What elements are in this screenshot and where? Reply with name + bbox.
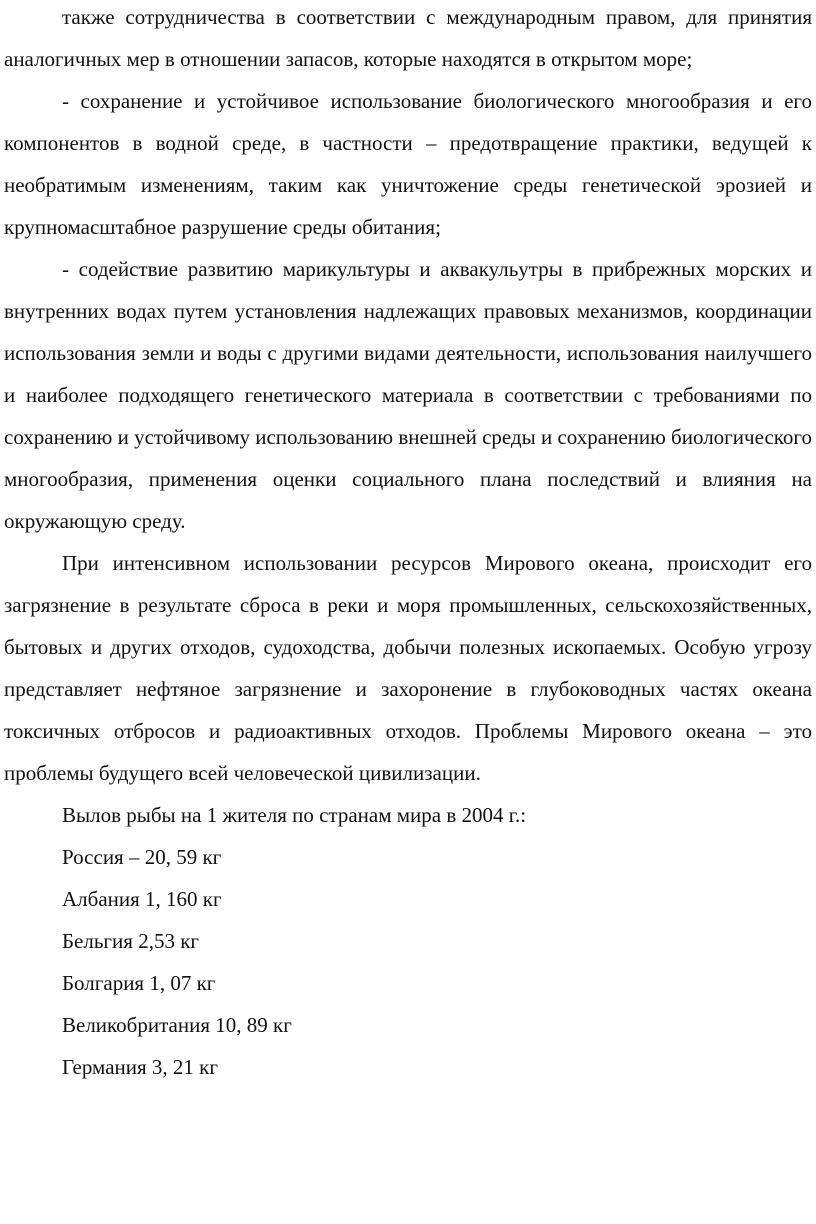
list-item: Германия 3, 21 кг [62, 1055, 218, 1079]
catch-heading: Вылов рыбы на 1 жителя по странам мира в 2004 г.: [62, 803, 527, 827]
list-item: Бельгия 2,53 кг [62, 929, 200, 953]
paragraph-ocean-pollution: При интенсивном использовании ресурсов Мирового океана, происходит его загрязнение в результате сброса в реки и моря промышленных, сельскохозяйственных, бытовых и других отходов, судоходства, добычи полезных ископаемых. Особую угрозу представляет нефтяное загрязнение и захоронение в глубоководных частях океана токсичных отбросов и радиоактивных отходов. Проблемы Мирового океана – это проблемы будущего всей человеческой цивилизации. [4, 551, 812, 785]
list-item: Албания 1, 160 кг [62, 887, 222, 911]
catch-list [4, 836, 812, 1088]
paragraph-mariculture: - содействие развитию марикультуры и аквакульутры в прибрежных морских и внутренних водах путем установления надлежащих правовых механизмов, координации использования земли и воды с другими видами деятельности, использования наилучшего и наиболее подходящего генетического материала в соответствии с требованиями по сохранению и устойчивому использованию внешней среды и сохранению биологического многообразия, применения оценки социального плана последствий и влияния на окружающую среду. [4, 257, 812, 533]
list-item: Болгария 1, 07 кг [62, 971, 216, 995]
list-item: Великобритания 10, 89 кг [62, 1013, 292, 1037]
paragraph-biodiversity: - сохранение и устойчивое использование биологического многообразия и его компонентов в водной среде, в частности – предотвращение практики, ведущей к необратимым изменениям, таким как уничтожение среды генетической эрозией и крупномасштабное разрушение среды обитания; [4, 89, 812, 239]
paragraph-cooperation: также сотрудничества в соответствии с международным правом, для принятия аналогичных мер в отношении запасов, которые находятся в открытом море; [4, 5, 812, 71]
list-item: Россия – 20, 59 кг [62, 845, 222, 869]
